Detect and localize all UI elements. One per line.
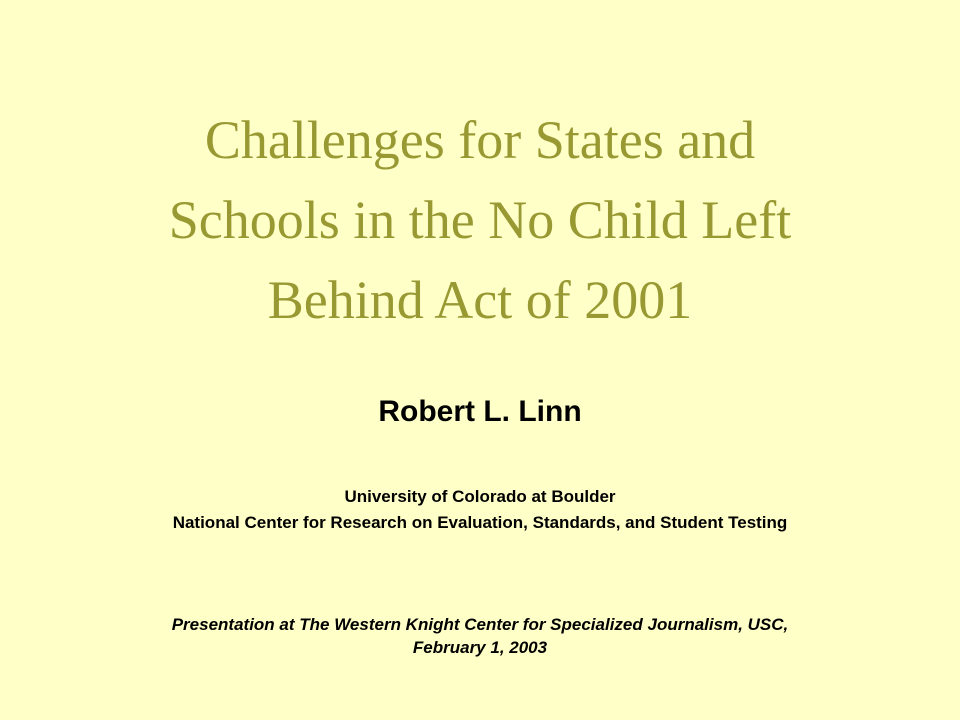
slide-title bbox=[60, 100, 900, 340]
affiliation-center: National Center for Research on Evaluation, Standards, and Student Testing bbox=[172, 513, 788, 532]
presentation-venue: Presentation at The Western Knight Center for Specialized Journalism, USC, bbox=[171, 615, 789, 634]
author-name: Robert L. Linn bbox=[378, 395, 582, 428]
title-line-3: Behind Act of 2001 bbox=[267, 270, 693, 330]
title-line-2: Schools in the No Child Left bbox=[168, 190, 792, 250]
presentation-date: February 1, 2003 bbox=[412, 638, 548, 657]
affiliation-university: University of Colorado at Boulder bbox=[344, 487, 616, 506]
title-line-1: Challenges for States and bbox=[204, 110, 756, 170]
